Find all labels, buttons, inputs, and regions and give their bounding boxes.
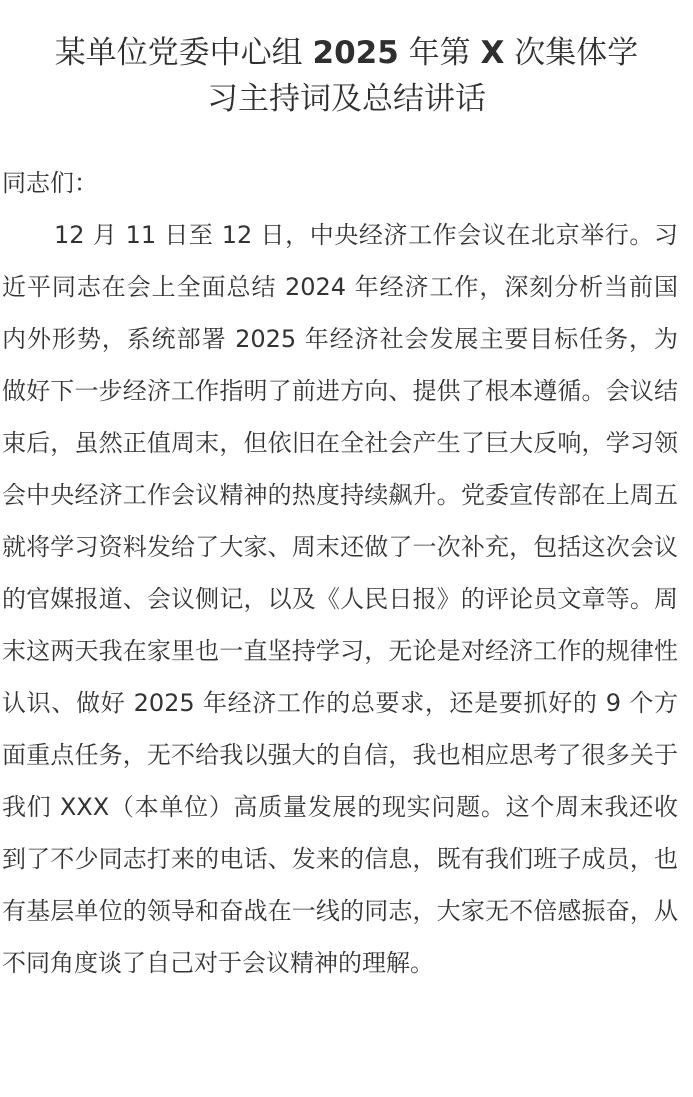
document-body [2, 157, 678, 989]
title-part-order: 年第 [398, 35, 481, 71]
title-part-unit: 某单位党委中心组 [54, 35, 313, 71]
document-title [0, 30, 693, 122]
greeting: 同志们： [2, 169, 98, 197]
title-line-2: 习主持词及总结讲话 [207, 81, 486, 117]
title-line-1 [0, 30, 693, 76]
paragraph-1: 12 月 11 日至 12 日，中央经济工作会议在北京举行。习近平同志在会上全面总结 2024 年经济工作，深刻分析当前国内外形势，系统部署 2025 年经济社会发展主要目标任务，为做好下一步经济工作指明了前进方向、提供了根本遵循。会议结束后，虽然正值周末，但依旧在全社会产生了巨大反响，学习领会中央经济工作会议精神的热度持续飙升。党委宣传部在上周五就将学习资料发给了大家、周末还做了一次补充，包括这次会议的官媒报道、会议侧记，以及《人民日报》的评论员文章等。周末这两天我在家里也一直坚持学习，无论是对经济工作的规律性认识、做好 2025 年经济工作的总要求，还是要抓好的 9 个方面重点任务，无不给我以强大的自信，我也相应思考了很多关于我们 XXX（本单位）高质量发展的现实问题。这个周末我还收到了不少同志打来的电话、发来的信息，既有我们班子成员，也有基层单位的领导和奋战在一线的同志，大家无不倍感振奋，从不同角度谈了自己对于会议精神的理解。 [2, 221, 678, 977]
title-part-x: X [480, 35, 505, 71]
title-part-year: 2025 [312, 35, 399, 71]
title-part-study: 次集体学 [504, 35, 639, 71]
